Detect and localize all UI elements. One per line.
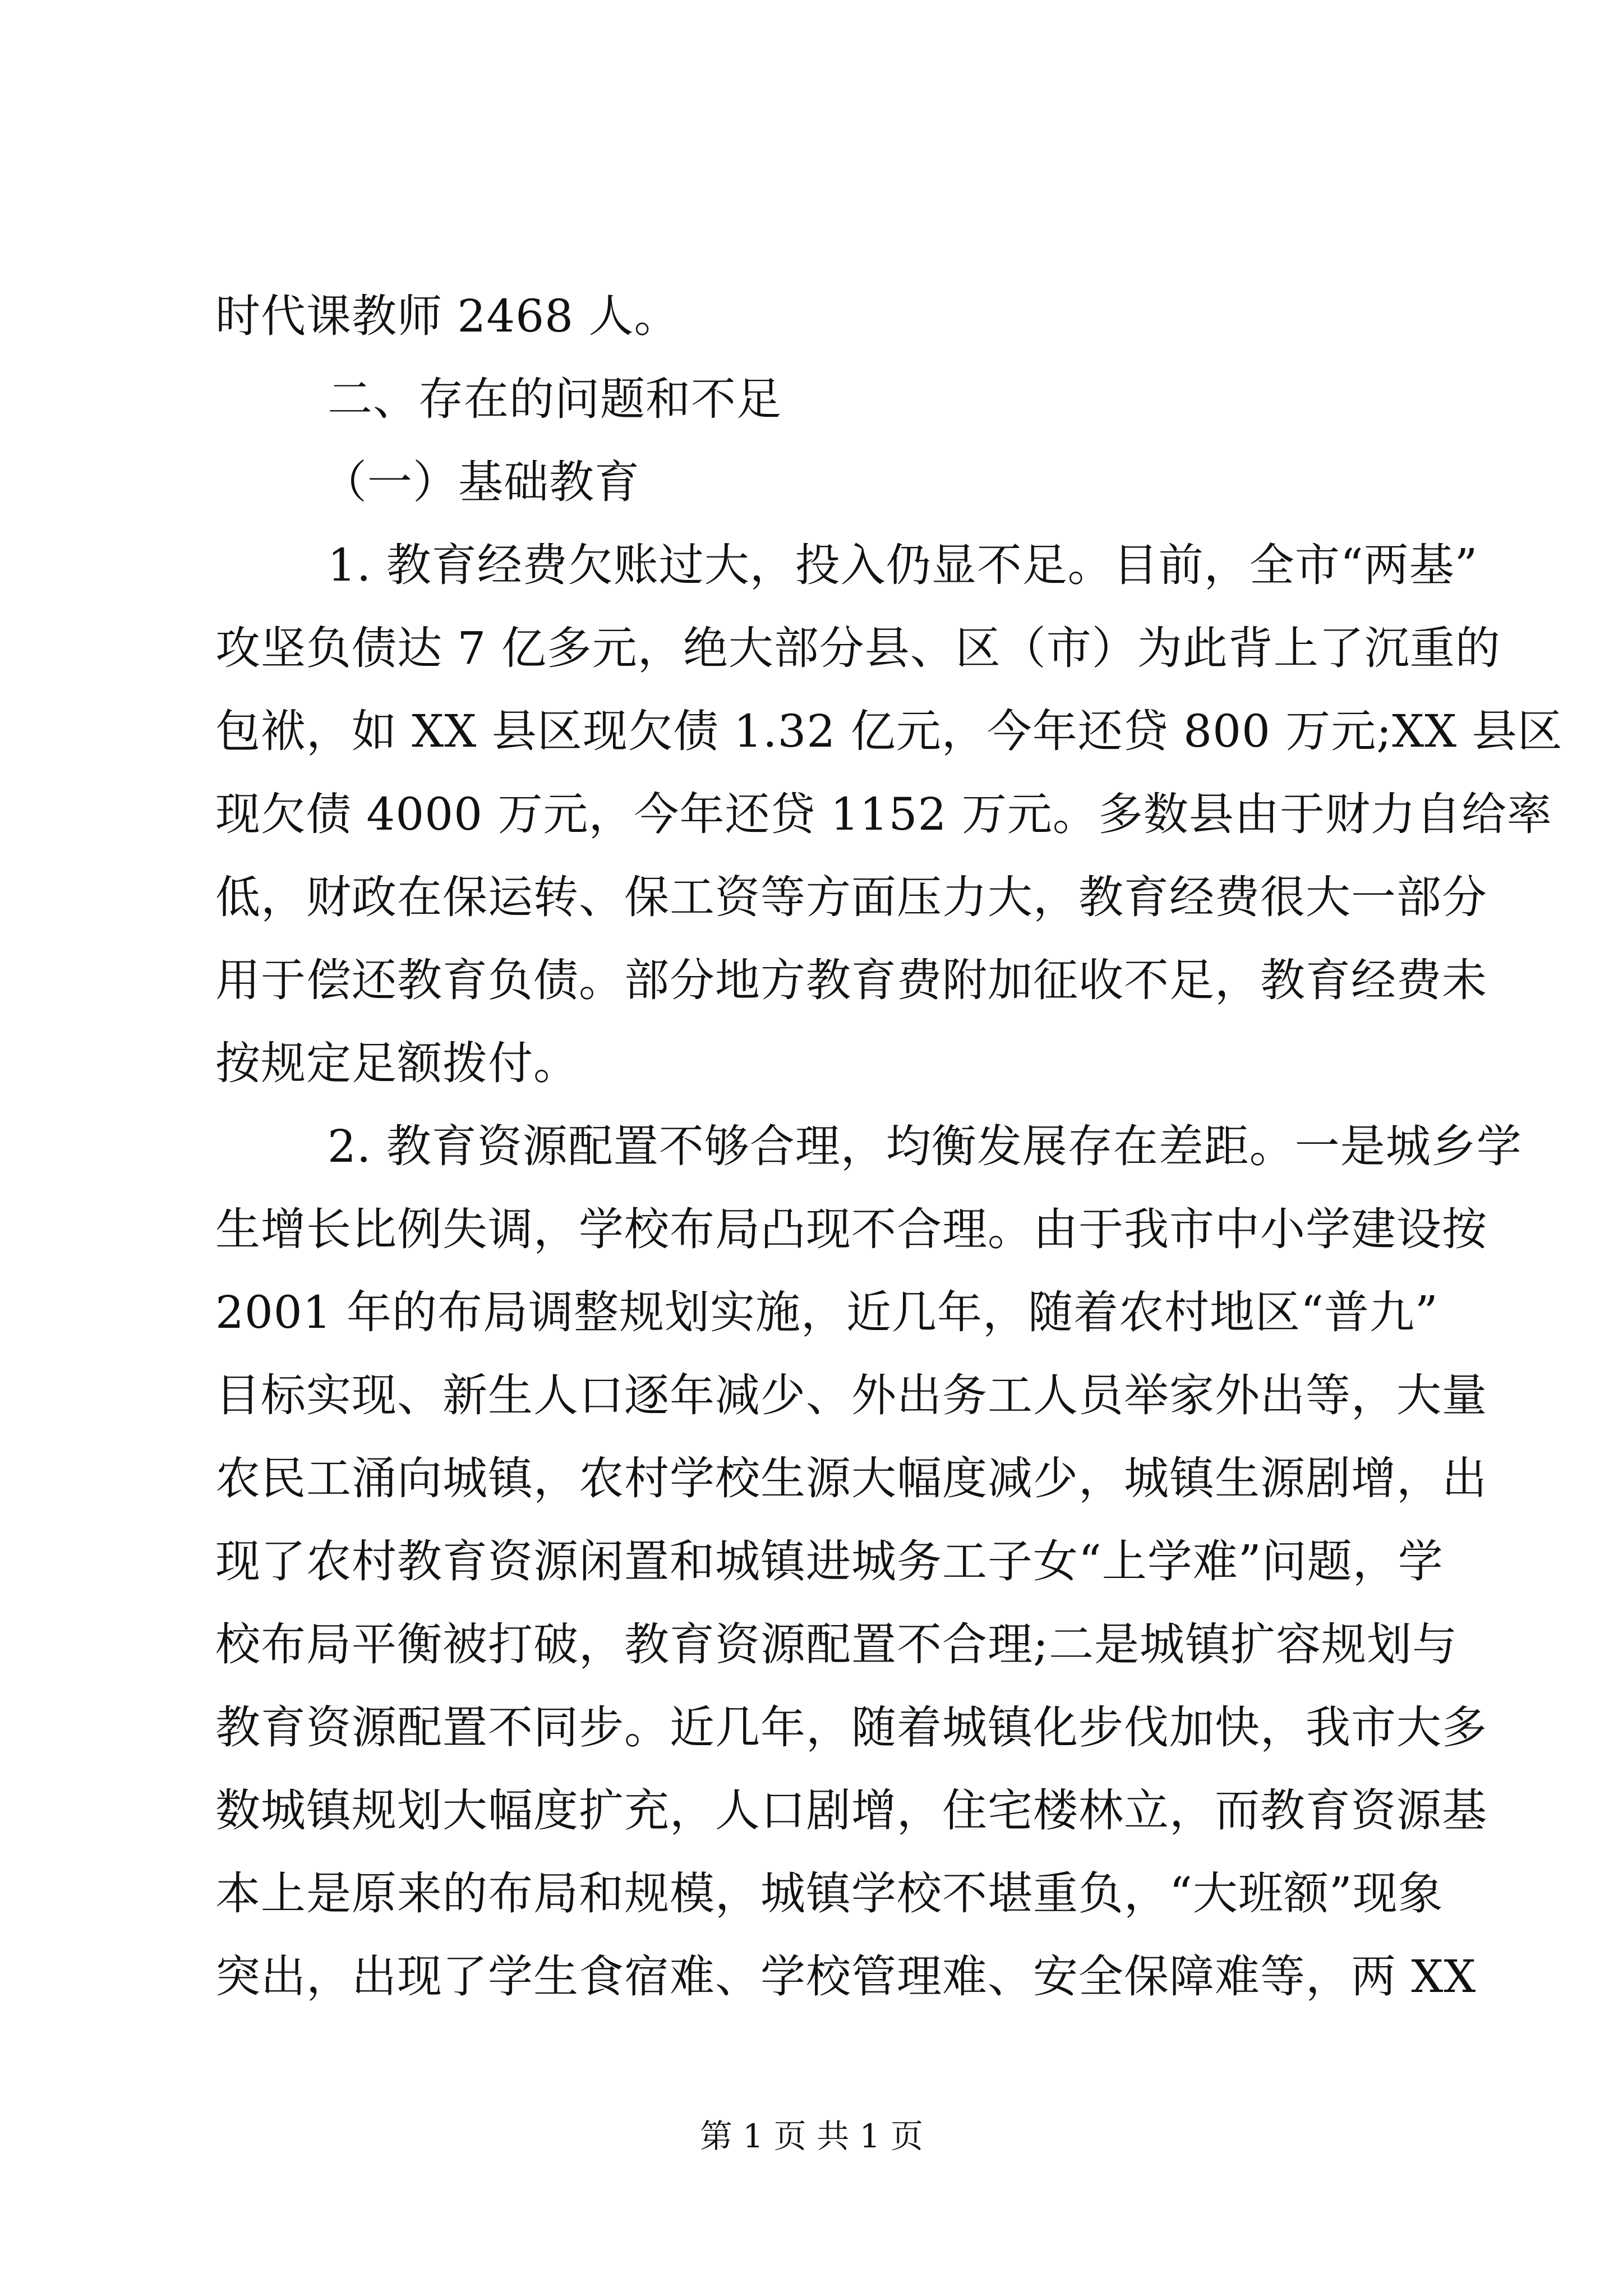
page-number: 第 1 页 共 1 页 [700, 2117, 923, 2155]
text-line: 生增长比例失调，学校布局凸现不合理。由于我市中小学建设按 [215, 1203, 1487, 1255]
subsection-heading: （一）基础教育 [322, 456, 640, 508]
text-line: 教育资源配置不同步。近几年，随着城镇化步伐加快，我市大多 [215, 1701, 1487, 1754]
text-line: 1. 教育经费欠账过大，投入仍显不足。目前，全市“两基” [328, 539, 1478, 591]
text-line: 2. 教育资源配置不够合理，均衡发展存在差距。一是城乡学 [328, 1120, 1522, 1172]
page-footer [0, 2114, 1623, 2159]
text-line: 数城镇规划大幅度扩充，人口剧增，住宅楼林立，而教育资源基 [215, 1784, 1487, 1837]
text-line: 按规定足额拨付。 [215, 1037, 579, 1089]
text-line: 低，财政在保运转、保工资等方面压力大，教育经费很大一部分 [215, 871, 1487, 923]
document-body [215, 275, 1563, 2018]
text-line: 时代课教师 2468 人。 [215, 290, 680, 342]
text-line: 校布局平衡被打破，教育资源配置不合理;二是城镇扩容规划与 [215, 1618, 1458, 1671]
text-line: 现欠债 4000 万元，今年还贷 1152 万元。多数县由于财力自给率 [215, 788, 1552, 840]
text-line: 本上是原来的布局和规模，城镇学校不堪重负，“大班额”现象 [215, 1867, 1444, 1920]
text-line: 目标实现、新生人口逐年减少、外出务工人员举家外出等，大量 [215, 1369, 1487, 1421]
section-heading: 二、存在的问题和不足 [328, 373, 782, 425]
text-line: 用于偿还教育负债。部分地方教育费附加征收不足，教育经费未 [215, 954, 1487, 1006]
text-line: 现了农村教育资源闲置和城镇进城务工子女“上学难”问题，学 [215, 1535, 1444, 1588]
text-line: 攻坚负债达 7 亿多元，绝大部分县、区（市）为此背上了沉重的 [215, 622, 1501, 674]
text-line: 2001 年的布局调整规划实施，近几年，随着农村地区“普九” [215, 1286, 1438, 1338]
text-line: 农民工涌向城镇，农村学校生源大幅度减少，城镇生源剧增，出 [215, 1452, 1487, 1504]
text-line: 包袱，如 XX 县区现欠债 1.32 亿元，今年还贷 800 万元;XX 县区 [215, 705, 1563, 757]
text-line: 突出，出现了学生食宿难、学校管理难、安全保障难等，两 XX [215, 1950, 1477, 2003]
